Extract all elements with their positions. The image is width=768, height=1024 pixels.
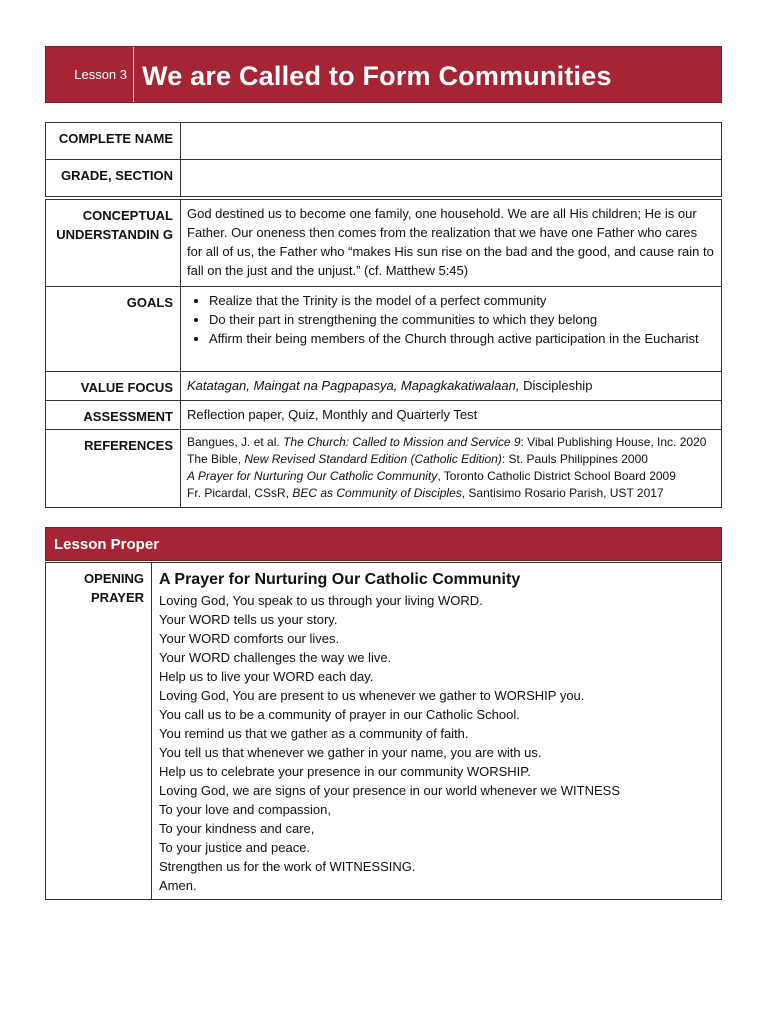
name-field[interactable] bbox=[181, 123, 722, 160]
value-focus-cell bbox=[181, 372, 722, 401]
reference-item bbox=[187, 468, 715, 485]
reference-title: The Church: Called to Mission and Service 9 bbox=[283, 435, 521, 449]
value-focus-row bbox=[46, 372, 722, 401]
reference-title: New Revised Standard Edition (Catholic Edition) bbox=[244, 452, 502, 466]
opening-prayer-cell bbox=[152, 563, 722, 900]
reference-title: A Prayer for Nurturing Our Catholic Community bbox=[187, 469, 438, 483]
value-focus-values: Katatagan, Maingat na Pagpapasya, Mapagkakatiwalaan, bbox=[187, 378, 520, 393]
prayer-line: Strengthen us for the work of WITNESSING. bbox=[159, 859, 416, 874]
references-row bbox=[46, 430, 722, 508]
prayer-line: Loving God, You speak to us through your living WORD. bbox=[159, 593, 483, 608]
prayer-line: To your kindness and care, bbox=[159, 821, 315, 836]
prayer-line: You tell us that whenever we gather in your name, you are with us. bbox=[159, 745, 542, 760]
goals-cell bbox=[181, 287, 722, 372]
goal-item: • Do their part in strengthening the communities to which they belong bbox=[209, 310, 715, 329]
conceptual-row bbox=[46, 200, 722, 287]
reference-author: Fr. Picardal, CSsR, bbox=[187, 486, 293, 500]
prayer-line: Amen. bbox=[159, 878, 197, 893]
prayer-line: Help us to celebrate your presence in our community WORSHIP. bbox=[159, 764, 531, 779]
prayer-line: Loving God, You are present to us whenever we gather to WORSHIP you. bbox=[159, 688, 585, 703]
reference-item bbox=[187, 485, 715, 502]
prayer-line: Your WORD challenges the way we live. bbox=[159, 650, 392, 665]
prayer-line: Your WORD comforts our lives. bbox=[159, 631, 340, 646]
reference-author: Bangues, J. et al. bbox=[187, 435, 284, 449]
prayer-line: To your justice and peace. bbox=[159, 840, 311, 855]
grade-label: GRADE, SECTION bbox=[46, 160, 181, 197]
conceptual-label: CONCEPTUAL UNDERSTANDIN G bbox=[46, 200, 181, 287]
lesson-proper-heading: Lesson Proper bbox=[45, 527, 722, 561]
opening-prayer-label: OPENING PRAYER bbox=[46, 563, 152, 900]
name-label: COMPLETE NAME bbox=[46, 123, 181, 160]
references-label: REFERENCES bbox=[46, 430, 181, 508]
assessment-row bbox=[46, 401, 722, 430]
goal-item: • Affirm their being members of the Church through active participation in the Eucharist bbox=[209, 329, 715, 348]
reference-author: The Bible, bbox=[187, 452, 245, 466]
reference-title: BEC as Community of Disciples bbox=[292, 486, 462, 500]
prayer-line: You call us to be a community of prayer in our Catholic School. bbox=[159, 707, 520, 722]
lesson-details-table bbox=[45, 199, 722, 508]
prayer-line: Loving God, we are signs of your presence in our world whenever we WITNESS bbox=[159, 783, 620, 798]
lesson-number: Lesson 3 bbox=[46, 47, 134, 102]
reference-item bbox=[187, 434, 715, 451]
grade-field[interactable] bbox=[181, 160, 722, 197]
lesson-title: We are Called to Form Communities bbox=[142, 61, 612, 91]
reference-publisher: : St. Pauls Philippines 2000 bbox=[501, 452, 648, 466]
prayer-line: Your WORD tells us your story. bbox=[159, 612, 338, 627]
goals-row bbox=[46, 287, 722, 372]
opening-prayer-row bbox=[46, 563, 722, 900]
lesson-banner bbox=[45, 46, 722, 103]
prayer-line: Help us to live your WORD each day. bbox=[159, 669, 374, 684]
conceptual-text: God destined us to become one family, one household. We are all His children; He is our Father. Our oneness then comes from the realization that we have one Father who cares for all of us, the Father who “makes His sun rise on the bad and the good, and cause rain to fall on the just and the unjust.” (cf. Matthew 5:45) bbox=[181, 200, 722, 287]
goal-item: • Realize that the Trinity is the model of a perfect community bbox=[209, 291, 715, 310]
name-row bbox=[46, 123, 722, 160]
value-focus-extra: Discipleship bbox=[519, 378, 593, 393]
opening-prayer-table bbox=[45, 562, 722, 900]
goals-label: GOALS bbox=[46, 287, 181, 372]
assessment-text: Reflection paper, Quiz, Monthly and Quarterly Test bbox=[181, 401, 722, 430]
student-info-table bbox=[45, 122, 722, 197]
grade-row bbox=[46, 160, 722, 197]
prayer-title: A Prayer for Nurturing Our Catholic Community bbox=[159, 571, 521, 588]
reference-publisher: , Santisimo Rosario Parish, UST 2017 bbox=[461, 486, 664, 500]
prayer-line: You remind us that we gather as a community of faith. bbox=[159, 726, 469, 741]
reference-publisher: : Vibal Publishing House, Inc. 2020 bbox=[520, 435, 707, 449]
references-cell bbox=[181, 430, 722, 508]
value-focus-label: VALUE FOCUS bbox=[46, 372, 181, 401]
assessment-label: ASSESSMENT bbox=[46, 401, 181, 430]
prayer-text bbox=[159, 591, 715, 895]
goals-list bbox=[187, 291, 715, 348]
reference-item bbox=[187, 451, 715, 468]
reference-publisher: , Toronto Catholic District School Board 2009 bbox=[437, 469, 676, 483]
prayer-line: To your love and compassion, bbox=[159, 802, 331, 817]
